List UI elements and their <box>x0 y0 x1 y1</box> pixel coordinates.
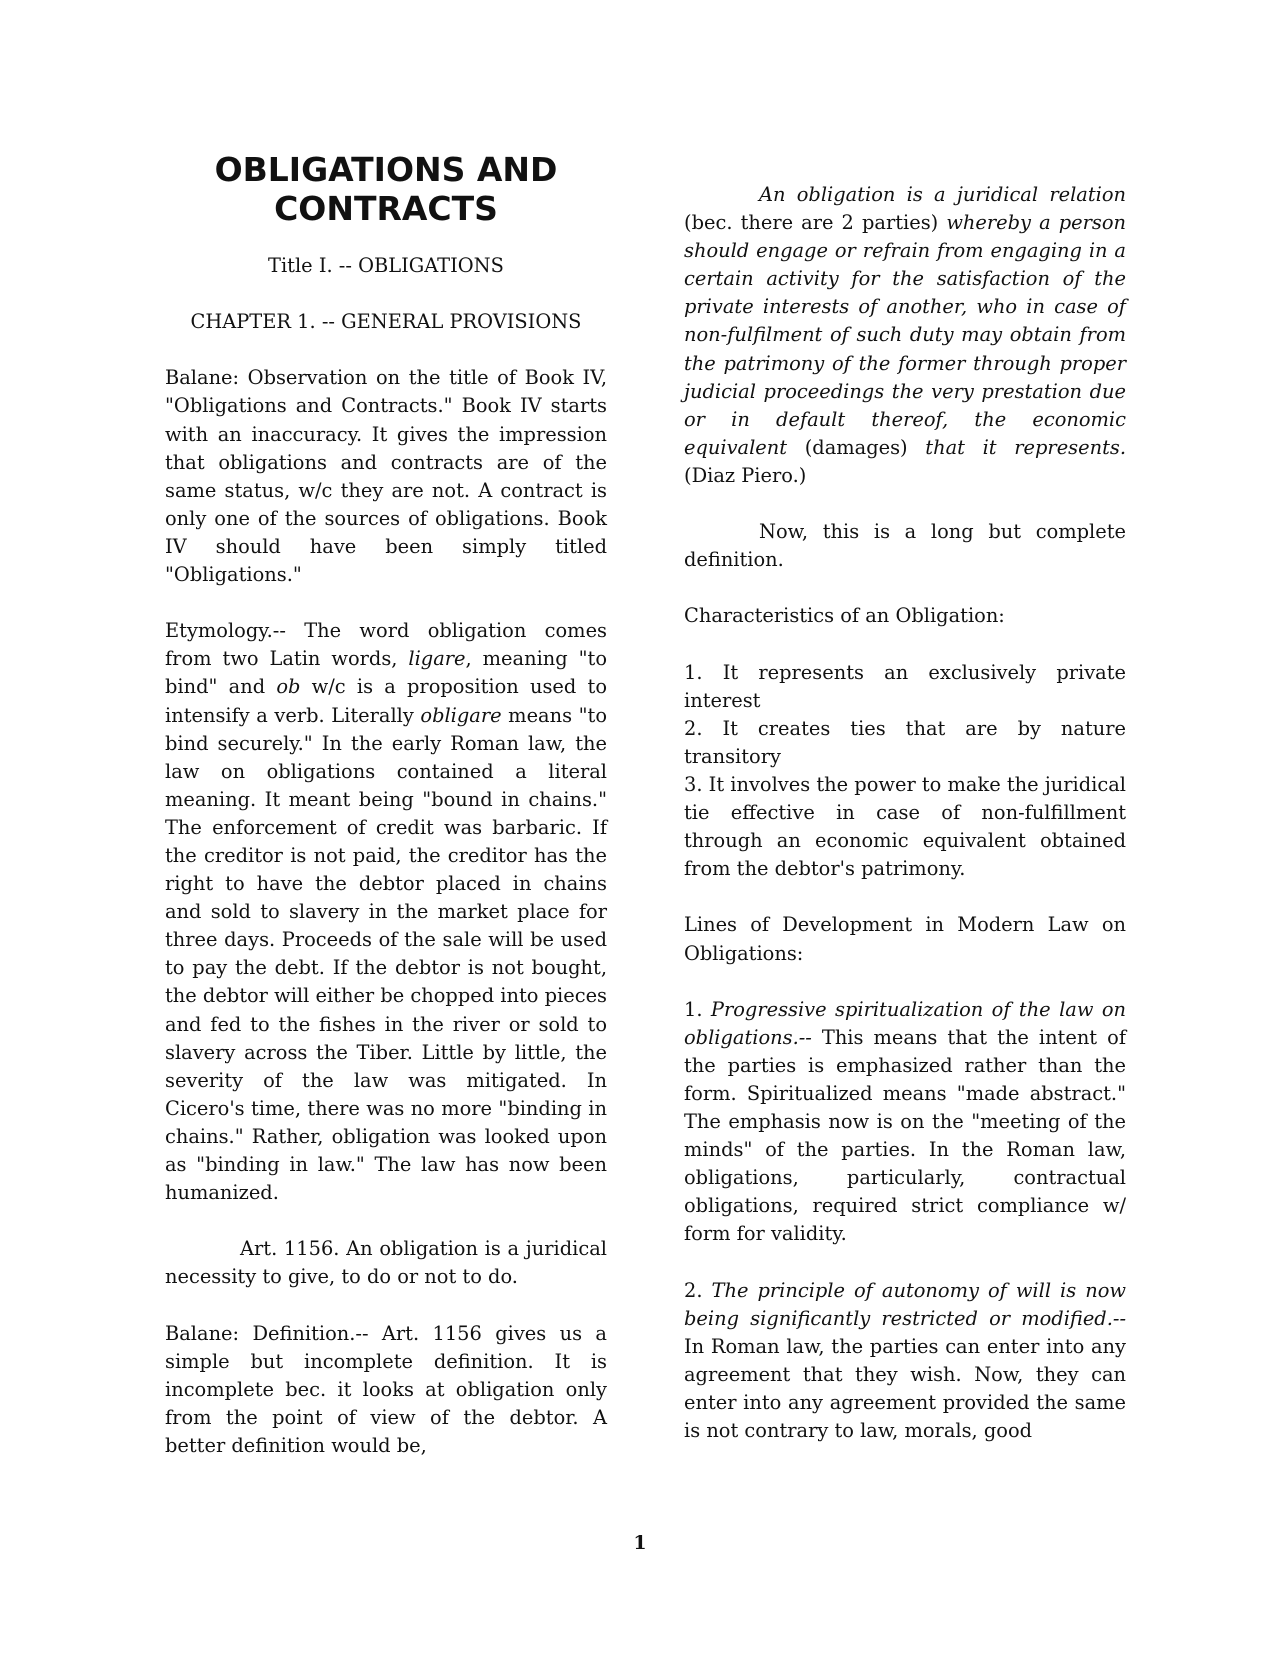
development-1-title: Progressive spiritualization of the law on obligations.-- <box>684 997 1127 1049</box>
paragraph-etymology <box>165 617 607 1207</box>
spacer <box>684 883 1126 911</box>
paragraph-full-definition <box>684 181 1126 490</box>
title-heading: Title I. -- OBLIGATIONS <box>268 254 504 277</box>
characteristic-item: 3. It involves the power to make the juridical tie effective in case of non-fulfillment through an economic equivalent obtained from the debtor's patrimony. <box>684 772 1126 881</box>
etymology-text-4: means "to bind securely." In the early Roman law, the law on obligations contained a literal meaning. It meant being "bound in chains." The enforcement of credit was barbaric. If the creditor is not paid, the creditor has the right to have the debtor placed in chains and sold to slavery in the market place for three days. Proceeds of the sale will be used to pay the debt. If the debtor is not bought, the debtor will either be chopped into pieces and fed to the fishes in the river or sold to slavery across the Tiber. Little by little, the severity of the law was mitigated. In Cicero's time, there was no more "binding in chains." Rather, obligation was looked upon as "binding in law." The law has now been humanized. <box>165 703 607 1205</box>
paragraph-observation: Balane: Observation on the title of Book IV, "Obligations and Contracts." Book IV starts with an inaccuracy. It gives the impression that obligations and contracts are of the same status, w/c they are not. A contract is only one of the sources of obligations. Book IV should have been simply titled "Obligations." <box>165 366 607 587</box>
characteristics-heading: Characteristics of an Obligation: <box>684 604 1005 628</box>
etymology-term-obligare: obligare <box>420 703 502 727</box>
chapter-heading: CHAPTER 1. -- GENERAL PROVISIONS <box>190 310 582 334</box>
page-number: 1 <box>633 1532 647 1554</box>
definition-plain-1: (bec. there are 2 parties) <box>684 211 947 235</box>
definition-italic-2: whereby a person should engage or refrain from engaging in a certain activity for the satisfaction of the private interests of another, who in case of non-fulfilment of such duty may obtain from the patrimony of the former through proper judicial proceedings the very prestation due or in default thereof, the economic equivalent <box>684 211 1126 459</box>
definition-italic-3: that it represents. <box>925 435 1126 459</box>
etymology-term-ob: ob <box>276 675 301 699</box>
characteristic-item: 1. It represents an exclusively private interest <box>684 660 1126 712</box>
definition-plain-2: (damages) <box>787 435 926 459</box>
document-title: OBLIGATIONS AND CONTRACTS <box>214 150 558 228</box>
development-1-text: This means that the intent of the parties is emphasized rather than the form. Spiritualized means "made abstract." The emphasis now is on the "meeting of the minds" of the parties. In the Roman law, obligations, particularly, contractual obligations, required strict compliance w/ form for validity. <box>684 1025 1126 1246</box>
development-1-number: 1. <box>684 997 711 1021</box>
right-column <box>684 181 1126 1445</box>
development-2-title: The principle of autonomy of will is now being significantly restricted or modified.-- <box>684 1278 1126 1330</box>
definition-italic-1: An obligation is a juridical relation <box>759 183 1126 206</box>
paragraph-now: Now, this is a long but complete definition. <box>684 520 1126 572</box>
development-item-1 <box>684 996 1126 1249</box>
lines-heading: Lines of Development in Modern Law on Obligations: <box>684 913 1126 965</box>
left-column <box>165 150 607 1460</box>
characteristic-item: 2. It creates ties that are by nature transitory <box>684 716 1126 768</box>
etymology-text-1: Etymology.-- The word obligation comes from two Latin words, <box>165 619 607 671</box>
development-2-text: In Roman law, the parties can enter into any agreement that they wish. Now, they can enter into any agreement provided the same is not contrary to law, morals, good <box>684 1334 1126 1443</box>
development-2-number: 2. <box>684 1278 712 1302</box>
definition-citation: (Diaz Piero.) <box>684 463 807 487</box>
etymology-term-ligare: ligare <box>408 647 466 671</box>
etymology-text-2: , meaning "to bind" and <box>165 647 608 699</box>
development-item-2 <box>684 1277 1126 1446</box>
etymology-text-3: w/c is a proposition used to intensify a verb. Literally <box>165 675 607 727</box>
paragraph-definition: Balane: Definition.-- Art. 1156 gives us a simple but incomplete definition. It is incomplete bec. it looks at obligation only from the point of view of the debtor. A better definition would be, <box>165 1321 607 1457</box>
paragraph-article-1156: Art. 1156. An obligation is a juridical necessity to give, to do or not to do. <box>165 1237 607 1289</box>
